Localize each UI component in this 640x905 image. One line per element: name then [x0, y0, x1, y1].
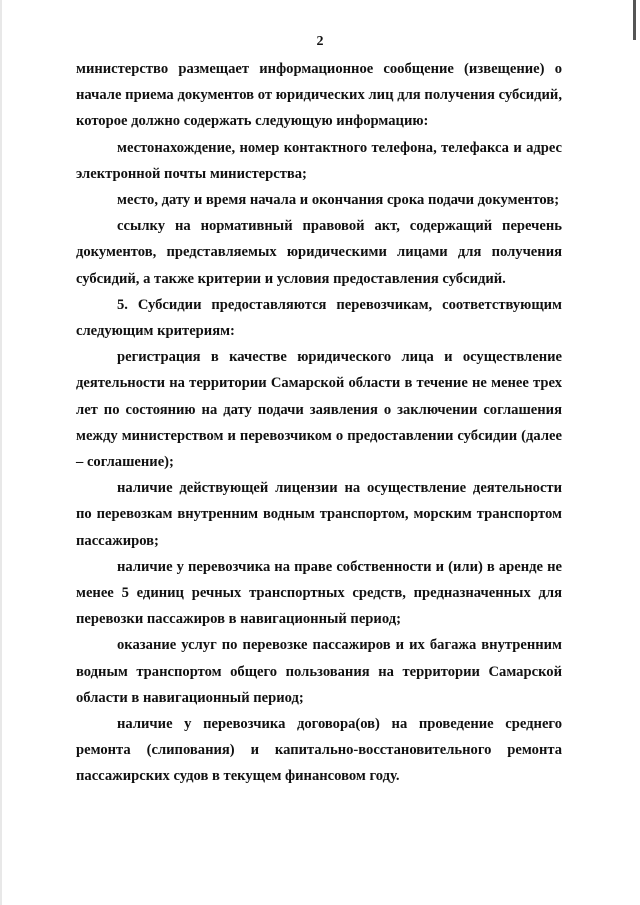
- paragraph-1: министерство размещает информационное сообщение (извещение) о начале приема документов от юридических лиц для получения субсидий, которое должно содержать следующую информацию:: [76, 61, 562, 130]
- paragraph-10: наличие у перевозчика договора(ов) на проведение среднего ремонта (слипования) и капитально-восстановительного ремонта пассажирских судов в текущем финансовом году.: [76, 716, 562, 785]
- document-body: [76, 56, 562, 790]
- paragraph-5: 5. Субсидии предоставляются перевозчикам, соответствующим следующим критериям:: [76, 296, 562, 340]
- paragraph-3: место, дату и время начала и окончания срока подачи документов;: [117, 192, 560, 209]
- scan-edge-shadow: [0, 0, 2, 905]
- paragraph-8: наличие у перевозчика на праве собственности и (или) в аренде не менее 5 единиц речных транспортных средств, предназначенных для перевозки пассажиров в навигационный период;: [76, 558, 562, 628]
- page-number: 2: [316, 34, 324, 49]
- paragraph-6: регистрация в качестве юридического лица и осуществление деятельности на территории Самарской области в течение не менее трех лет по состоянию на дату подачи заявления о заключении соглашения между министерством и перевозчиком о предоставлении субсидии (далее – соглашение);: [76, 349, 562, 471]
- paragraph-9: оказание услуг по перевозке пассажиров и их багажа внутренним водным транспортом общего пользования на территории Самарской области в навигационный период;: [76, 637, 562, 706]
- paragraph-4: ссылку на нормативный правовой акт, содержащий перечень документов, представляемых юридическими лицами для получения субсидий, а также критерии и условия предоставления субсидий.: [76, 218, 562, 287]
- paragraph-7: наличие действующей лицензии на осуществление деятельности по перевозкам внутренним водным транспортом, морским транспортом пассажиров;: [76, 480, 562, 549]
- paragraph-2: местонахождение, номер контактного телефона, телефакса и адрес электронной почты министерства;: [76, 139, 562, 182]
